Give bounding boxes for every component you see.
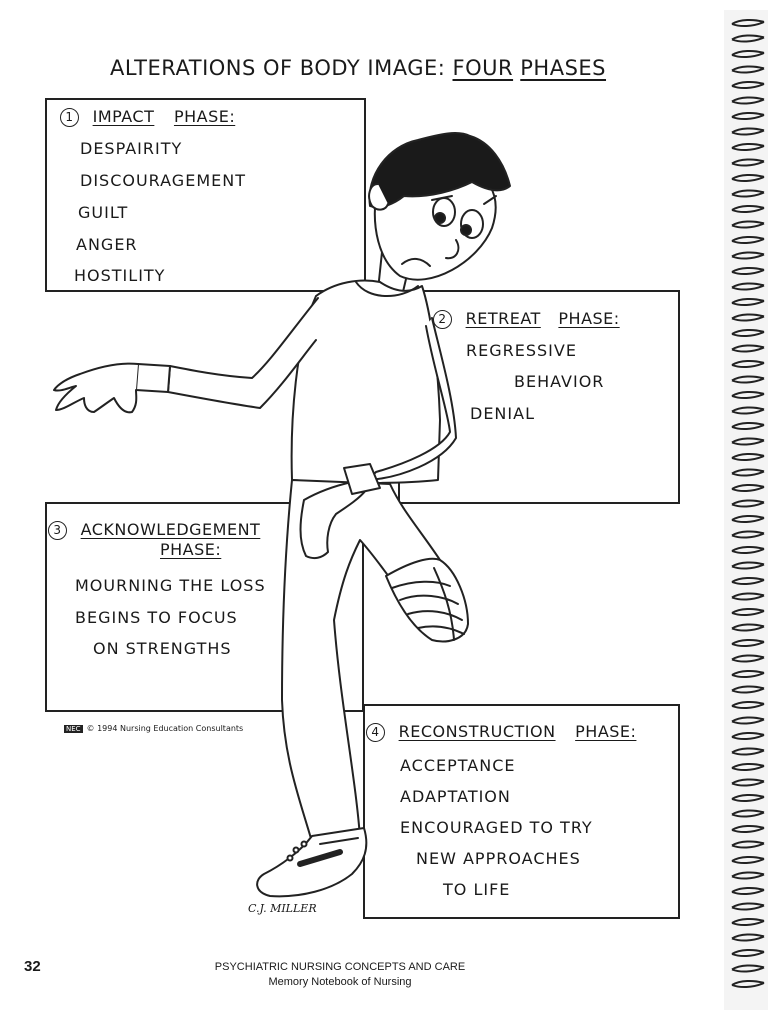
phase-suffix: PHASE: bbox=[575, 722, 637, 741]
phase-item: REGRESSIVE bbox=[466, 341, 577, 360]
phase-name: RETREAT bbox=[465, 309, 541, 328]
title-phases: PHASES bbox=[520, 56, 607, 80]
publisher-logo: NEC bbox=[66, 725, 81, 733]
page-number: 32 bbox=[24, 958, 41, 975]
phase-item: DISCOURAGEMENT bbox=[80, 171, 246, 190]
phase-number: 1 bbox=[60, 108, 79, 127]
phase-item: ADAPTATION bbox=[400, 787, 511, 806]
phase-item: ANGER bbox=[76, 235, 138, 254]
phase-item: BEGINS TO FOCUS bbox=[75, 608, 238, 627]
phase-number: 4 bbox=[366, 723, 385, 742]
phase-name: ACKNOWLEDGEMENT bbox=[80, 520, 261, 539]
phase-item: ACCEPTANCE bbox=[400, 756, 516, 775]
phase-item: ENCOURAGED TO TRY bbox=[400, 818, 593, 837]
footer-book-title: PSYCHIATRIC NURSING CONCEPTS AND CARE bbox=[214, 961, 466, 973]
copyright-text: © 1994 Nursing Education Consultants bbox=[86, 724, 244, 733]
phase-item: NEW APPROACHES bbox=[416, 849, 581, 868]
spiral-binding bbox=[724, 10, 768, 1010]
phase-suffix: PHASE: bbox=[558, 309, 620, 328]
phase-item: DESPAIRITY bbox=[80, 139, 183, 158]
copyright-notice bbox=[64, 724, 243, 733]
phase-item: DENIAL bbox=[470, 404, 535, 423]
phase-suffix: PHASE: bbox=[160, 540, 222, 559]
phase-name: IMPACT bbox=[92, 107, 155, 126]
phase-suffix: PHASE: bbox=[173, 107, 236, 126]
phase-item: HOSTILITY bbox=[74, 266, 166, 285]
phase-item: TO LIFE bbox=[443, 880, 511, 899]
footer-subtitle: Memory Notebook of Nursing bbox=[268, 976, 412, 988]
phase-item: ON STRENGTHS bbox=[93, 639, 232, 658]
phase-item: GUILT bbox=[78, 203, 129, 222]
phase-number: 2 bbox=[433, 310, 452, 329]
phase-name: RECONSTRUCTION bbox=[398, 722, 556, 741]
phase-item: MOURNING THE LOSS bbox=[75, 576, 266, 595]
title-four: FOUR bbox=[452, 56, 514, 80]
phase-number: 3 bbox=[48, 521, 67, 540]
artist-signature: C.J. MILLER bbox=[248, 902, 317, 915]
page-footer bbox=[180, 960, 500, 990]
phase-item: BEHAVIOR bbox=[514, 372, 605, 391]
title-lead: ALTERATIONS OF BODY IMAGE: bbox=[110, 56, 446, 80]
